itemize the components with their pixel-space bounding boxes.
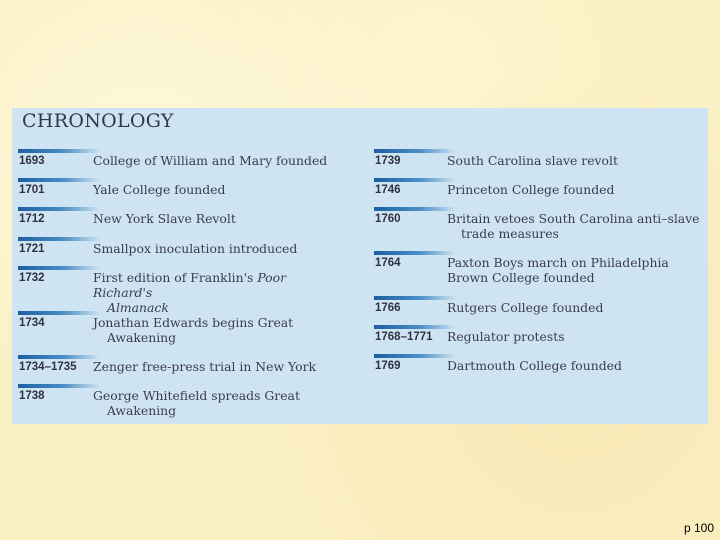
entry-line: Dartmouth College founded: [447, 358, 622, 373]
entry-rule: [18, 207, 100, 211]
entry-rule: [374, 149, 456, 153]
page-number: p 100: [684, 521, 715, 535]
entry-rule: [18, 266, 100, 270]
entry-line: Awakening: [107, 403, 177, 418]
chronology-panel: [12, 108, 708, 424]
entry-line: Regulator protests: [447, 329, 565, 344]
entry-rule: [374, 207, 456, 211]
entry-year: 1746: [375, 184, 401, 196]
entry-line: Princeton College founded: [447, 182, 615, 197]
entry-year: 1734–1735: [19, 361, 77, 373]
entry-rule: [18, 311, 100, 315]
entry-line: George Whitefield spreads Great: [93, 388, 300, 403]
entry-year: 1764: [375, 257, 401, 269]
entry-text: [93, 153, 343, 168]
entry-text: [447, 329, 702, 344]
entry-rule: [18, 237, 100, 241]
entry-line: Zenger free-press trial in New York: [93, 359, 317, 374]
entry-line: Paxton Boys march on Philadelphia: [447, 255, 669, 270]
entry-rule: [374, 178, 456, 182]
entry-year: 1739: [375, 155, 401, 167]
entry-line: Awakening: [107, 330, 177, 345]
entry-line: Jonathan Edwards begins Great: [93, 315, 294, 330]
chronology-title: CHRONOLOGY: [22, 110, 174, 132]
entry-rule: [18, 149, 100, 153]
entry-text: [93, 241, 343, 256]
entry-text: [447, 182, 702, 197]
entry-text: [93, 182, 343, 197]
entry-line: First edition of Franklin's: [93, 270, 258, 285]
entry-year: 1738: [19, 390, 45, 402]
entry-text: [447, 255, 702, 285]
entry-year: 1693: [19, 155, 45, 167]
entry-text: [93, 315, 343, 345]
entry-text: [447, 300, 702, 315]
entry-text: [447, 153, 702, 168]
entry-line: Yale College founded: [93, 182, 226, 197]
entry-year: 1732: [19, 272, 45, 284]
entry-year: 1712: [19, 213, 45, 225]
entry-year: 1768–1771: [375, 331, 433, 343]
entry-line: Brown College founded: [447, 270, 595, 285]
entry-rule: [374, 354, 456, 358]
entry-line: Rutgers College founded: [447, 300, 604, 315]
entry-year: 1769: [375, 360, 401, 372]
entry-year: 1734: [19, 317, 45, 329]
entry-rule: [374, 251, 456, 255]
entry-text: [93, 359, 343, 374]
entry-text: [93, 270, 343, 315]
entry-rule: [374, 325, 456, 329]
entry-line-italic: Poor Richard's: [93, 270, 286, 300]
entry-rule: [18, 384, 100, 388]
entry-rule: [374, 296, 456, 300]
entry-rule: [18, 355, 100, 359]
entry-line: College of William and Mary founded: [93, 153, 328, 168]
entry-text: [93, 211, 343, 226]
entry-rule: [18, 178, 100, 182]
entry-line: South Carolina slave revolt: [447, 153, 618, 168]
entry-line: Britain vetoes South Carolina anti–slave: [447, 211, 700, 226]
entry-line-italic: Almanack: [107, 300, 169, 315]
entry-year: 1701: [19, 184, 45, 196]
entry-text: [447, 358, 702, 373]
entry-text: [447, 211, 702, 241]
entry-year: 1721: [19, 243, 45, 255]
entry-line: Smallpox inoculation introduced: [93, 241, 298, 256]
entry-line: New York Slave Revolt: [93, 211, 236, 226]
entry-year: 1766: [375, 302, 401, 314]
entry-year: 1760: [375, 213, 401, 225]
entry-text: [93, 388, 343, 418]
entry-line: trade measures: [461, 226, 559, 241]
